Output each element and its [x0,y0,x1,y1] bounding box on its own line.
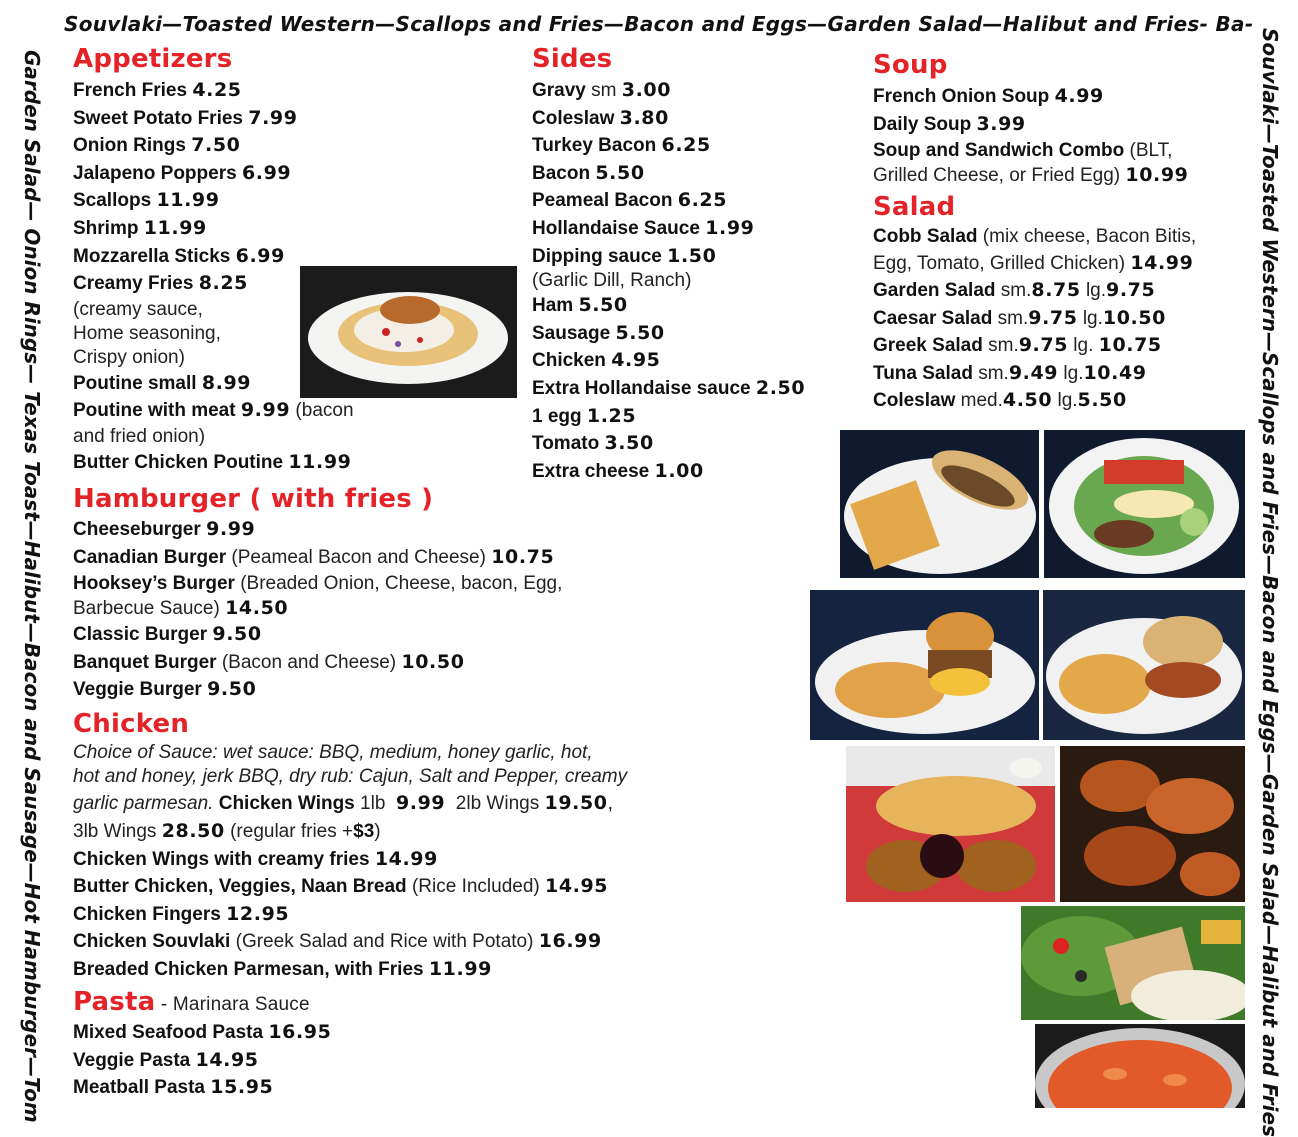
wings-photo [1060,746,1245,902]
menu-item: Banquet Burger (Bacon and Cheese) 10.50 [73,650,465,673]
menu-item: Bacon 5.50 [532,161,645,184]
menu-item: Mozzarella Sticks 6.99 [73,244,285,267]
menu-item: Dipping sauce 1.50 [532,244,717,267]
burger-fries-photo [810,590,1039,740]
salad-list [873,224,1196,415]
sides-heading: Sides [532,44,613,74]
menu-item: Cheeseburger 9.99 [73,518,256,540]
menu-item: Sausage 5.50 [532,321,665,344]
menu-item: French Onion Soup 4.99 [873,85,1104,107]
menu-item: Coleslaw med.4.50 lg.5.50 [873,389,1127,412]
item-description: Home seasoning, [73,322,221,344]
menu-item: Daily Soup 3.99 [873,112,1026,135]
sandwich-fries-photo [840,430,1039,578]
left-banner: Garden Salad— Onion Rings— Texas Toast—Halibut—Bacon and Sausage—Hot Hamburger—Tom [20,50,44,1123]
right-banner: Souvlaki—Toasted Western—Scallops and Fries—Bacon and Eggs—Garden Salad—Halibut and Fries [1258,28,1282,1137]
menu-item: Caesar Salad sm.9.75 lg.10.50 [873,306,1166,329]
menu-item: Coleslaw 3.80 [532,106,669,129]
soup-list [873,83,1189,188]
menu-item: Grilled Cheese, or Fried Egg) 10.99 [873,164,1189,187]
menu-item: Chicken Souvlaki (Greek Salad and Rice with Potato) 16.99 [73,930,602,953]
menu-item: 1 egg 1.25 [532,404,637,427]
top-banner: Souvlaki—Toasted Western—Scallops and Fries—Bacon and Eggs—Garden Salad—Halibut and Fries- Ba- [64,12,1254,36]
menu-item: Egg, Tomato, Grilled Chicken) 14.99 [873,252,1194,274]
hamburger-list [73,516,562,704]
item-description: and fried onion) [73,425,206,447]
item-description: (Garlic Dill, Ranch) [532,270,692,292]
creamy-fries-photo [300,266,517,398]
menu-item: Barbecue Sauce) 14.50 [73,597,289,620]
soup-heading: Soup [873,50,948,80]
item-description: Crispy onion) [73,346,185,368]
souvlaki-photo [1021,906,1245,1020]
pasta-photo [1035,1024,1245,1108]
appetizers-heading: Appetizers [73,44,233,74]
menu-item: Chicken Fingers 12.95 [73,902,290,925]
pasta-list [73,1019,331,1102]
menu-item: Canadian Burger (Peameal Bacon and Cheese) 10.75 [73,545,555,568]
menu-item: French Fries 4.25 [73,79,242,101]
menu-item: Garden Salad sm.8.75 lg.9.75 [873,279,1156,301]
salad-heading: Salad [873,192,956,222]
menu-item: Hooksey’s Burger (Breaded Onion, Cheese, bacon, Egg, [73,573,563,595]
menu-item: Mixed Seafood Pasta 16.95 [73,1021,332,1043]
chicken-burger-photo [1043,590,1245,740]
menu-item: Breaded Chicken Parmesan, with Fries 11.99 [73,957,492,980]
menu-item: Cobb Salad (mix cheese, Bacon Bitis, [873,226,1197,247]
menu-item: Poutine with meat 9.99 (bacon [73,399,354,422]
menu-item: Extra Hollandaise sauce 2.50 [532,376,806,399]
pasta-heading: Pasta - Marinara Sauce [73,987,310,1017]
menu-item: Veggie Burger 9.50 [73,678,257,701]
menu-item: Onion Rings 7.50 [73,134,241,157]
menu-item: Chicken 4.95 [532,349,661,372]
menu-item: Greek Salad sm.9.75 lg. 10.75 [873,334,1162,357]
menu-item: Turkey Bacon 6.25 [532,134,711,157]
menu-item: Peameal Bacon 6.25 [532,189,728,212]
menu-item: Poutine small 8.99 [73,371,252,394]
menu-item: Hollandaise Sauce 1.99 [532,216,755,239]
sauce-options: Choice of Sauce: wet sauce: BBQ, medium, honey garlic, hot, [73,742,593,763]
menu-item: Creamy Fries 8.25 [73,272,248,295]
menu-item: Extra cheese 1.00 [532,459,704,482]
menu-item: Meatball Pasta 15.95 [73,1076,274,1099]
cobb-salad-photo [1044,430,1245,578]
menu-item: Classic Burger 9.50 [73,623,262,646]
sides-list [532,77,805,485]
menu-item: Sweet Potato Fries 7.99 [73,106,298,129]
hamburger-heading: Hamburger ( with fries ) [73,484,434,514]
menu-item: Soup and Sandwich Combo (BLT, [873,140,1173,162]
menu-item: Shrimp 11.99 [73,216,207,239]
menu-item: Jalapeno Poppers 6.99 [73,161,292,184]
menu-item: Butter Chicken Poutine 11.99 [73,450,352,473]
menu-item: Ham 5.50 [532,294,628,317]
wings-basket-photo [846,746,1055,902]
menu-item: 3lb Wings 28.50 (regular fries +$3) [73,820,381,842]
menu-item: Tomato 3.50 [532,432,654,455]
chicken-heading: Chicken [73,709,190,739]
menu-item: Tuna Salad sm.9.49 lg.10.49 [873,361,1147,384]
item-description: (creamy sauce, [73,298,203,320]
menu-item: Butter Chicken, Veggies, Naan Bread (Rice Included) 14.95 [73,875,609,898]
menu-item: Scallops 11.99 [73,189,220,212]
sauce-options: hot and honey, jerk BBQ, dry rub: Cajun, Salt and Pepper, creamy [73,766,628,787]
menu-item: Chicken Wings with creamy fries 14.99 [73,847,438,870]
menu-item: Gravy sm 3.00 [532,79,672,101]
menu-item: garlic parmesan. Chicken Wings 1lb 9.99 2lb Wings 19.50, [73,792,613,814]
menu-item: Veggie Pasta 14.95 [73,1048,259,1071]
chicken-list [73,741,627,984]
